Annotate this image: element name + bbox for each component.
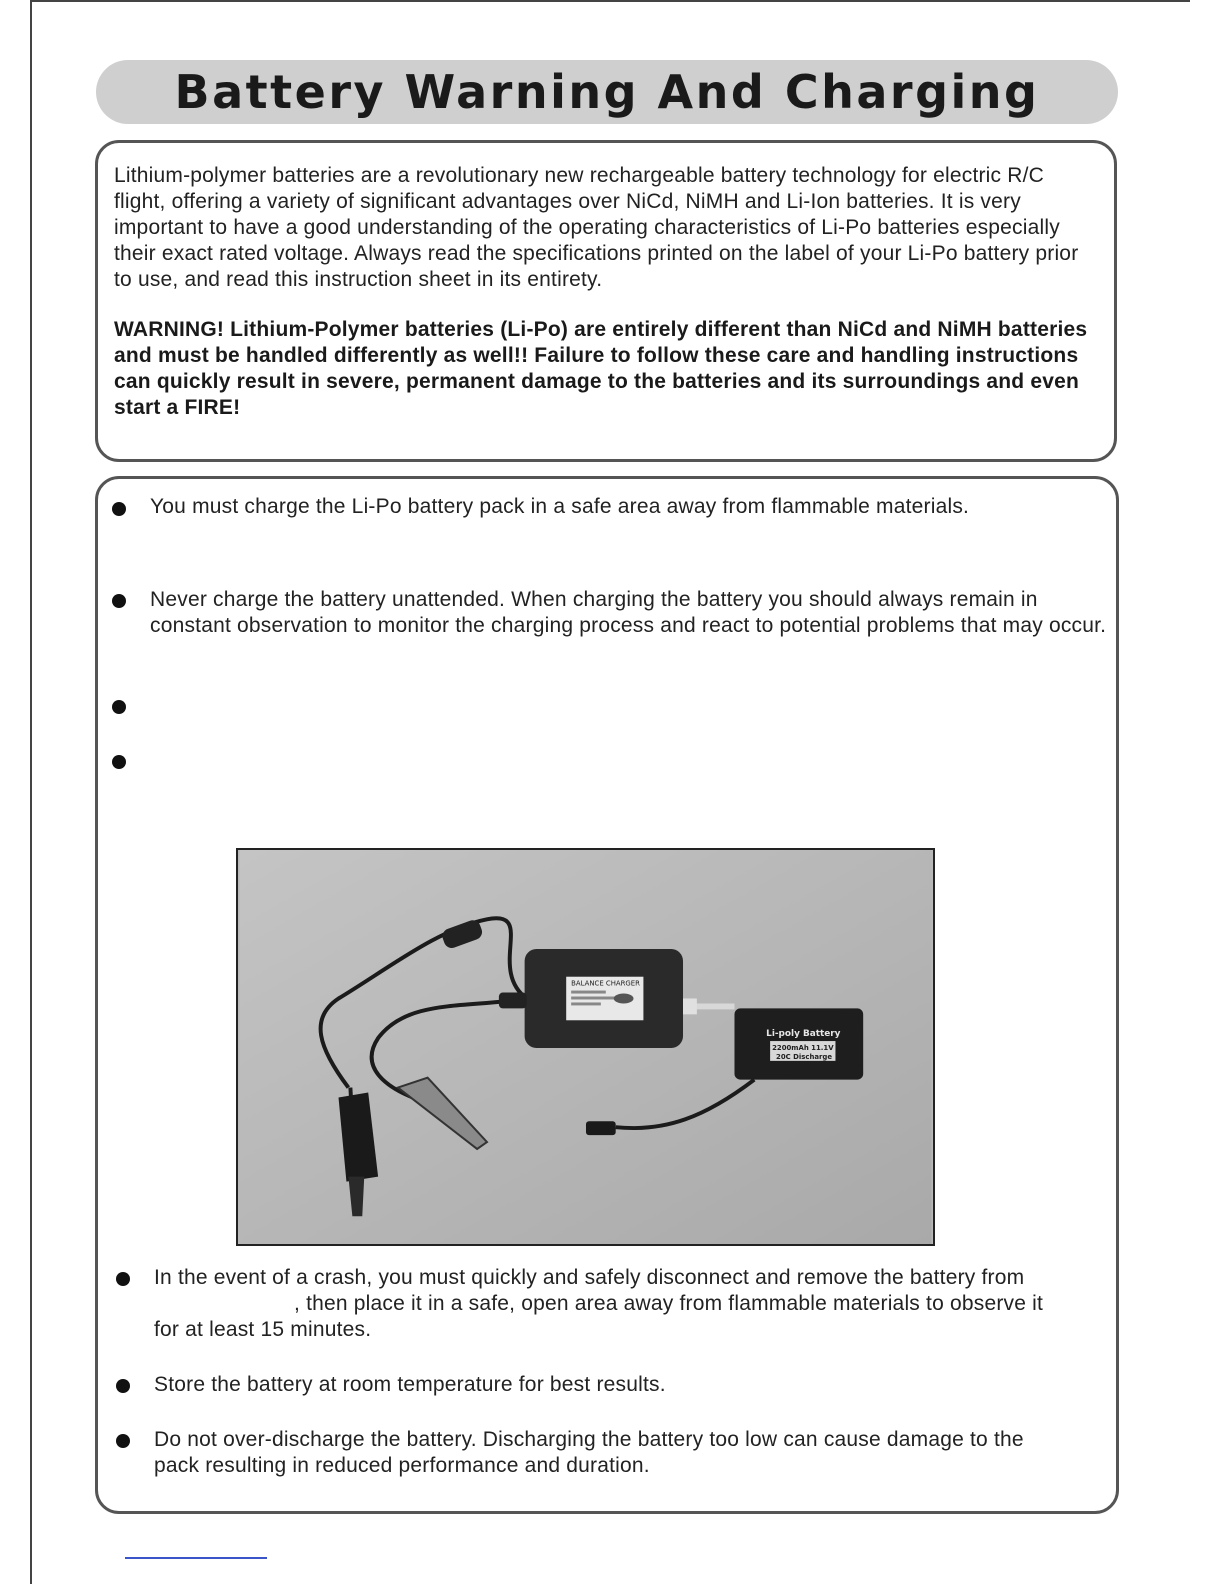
rule-crash-part1: In the event of a crash, you must quickly and safely disconnect and remove the battery from <box>154 1266 1025 1289</box>
page-left-rule <box>30 0 32 1584</box>
charger-label: BALANCE CHARGER <box>571 979 640 988</box>
bullet-icon <box>112 594 126 608</box>
page-title: Battery Warning And Charging <box>174 65 1040 119</box>
bullet-icon <box>112 700 126 714</box>
rule-discharge: Do not over-discharge the battery. Discharging the battery too low can cause damage to the pack resulting in reduced performance and duration. <box>154 1428 1024 1477</box>
bullet-icon <box>116 1379 130 1393</box>
intro-panel <box>95 140 1117 462</box>
rule-crash-part2: , then place it in a safe, open area away from flammable materials to observe it for at least 15 minutes. <box>154 1292 1044 1341</box>
intro-paragraph: Lithium-polymer batteries are a revolutionary new rechargeable battery technology for electric R/C flight, offering a variety of significant advantages over NiCd, NiMH and Li-Ion batteries. It is very important to have a good understanding of the operating characteristics of Li-Po batteries especially their exact rated voltage. Always read the specifications printed on the label of your Li-Po battery prior to use, and read this instruction sheet in its entirety. <box>114 164 1079 291</box>
rule-never-unattended: Never charge the battery unattended. When charging the battery you should always remain in constant observation to monitor the charging process and react to potential problems that may occur. <box>150 588 1107 637</box>
rule-store: Store the battery at room temperature for best results. <box>154 1373 666 1396</box>
title-banner <box>96 60 1118 124</box>
charger-battery-photo <box>236 848 935 1246</box>
bullet-icon <box>112 502 126 516</box>
bullet-icon <box>116 1434 130 1448</box>
battery-label-line2: 2200mAh 11.1V <box>772 1043 834 1052</box>
photo-illustration <box>238 850 933 1244</box>
bullet-icon <box>112 755 126 769</box>
page-top-rule <box>30 0 1190 2</box>
footer-link-rule <box>125 1557 267 1559</box>
battery-label-line3: 20C Discharge <box>776 1052 833 1061</box>
warning-paragraph: WARNING! Lithium-Polymer batteries (Li-Po) are entirely different than NiCd and NiMH batteries and must be handled differently as well!! Failure to follow these care and handling instructions can quickly result in severe, permanent damage to the batteries and its surroundings and even start a FIRE! <box>114 318 1088 419</box>
rule-crash <box>154 1265 1054 1343</box>
battery-label-line1: Li-poly Battery <box>766 1029 841 1040</box>
rule-charge-safe-area: You must charge the Li-Po battery pack in a safe area away from flammable materials. <box>150 495 970 518</box>
bullet-icon <box>116 1272 130 1286</box>
